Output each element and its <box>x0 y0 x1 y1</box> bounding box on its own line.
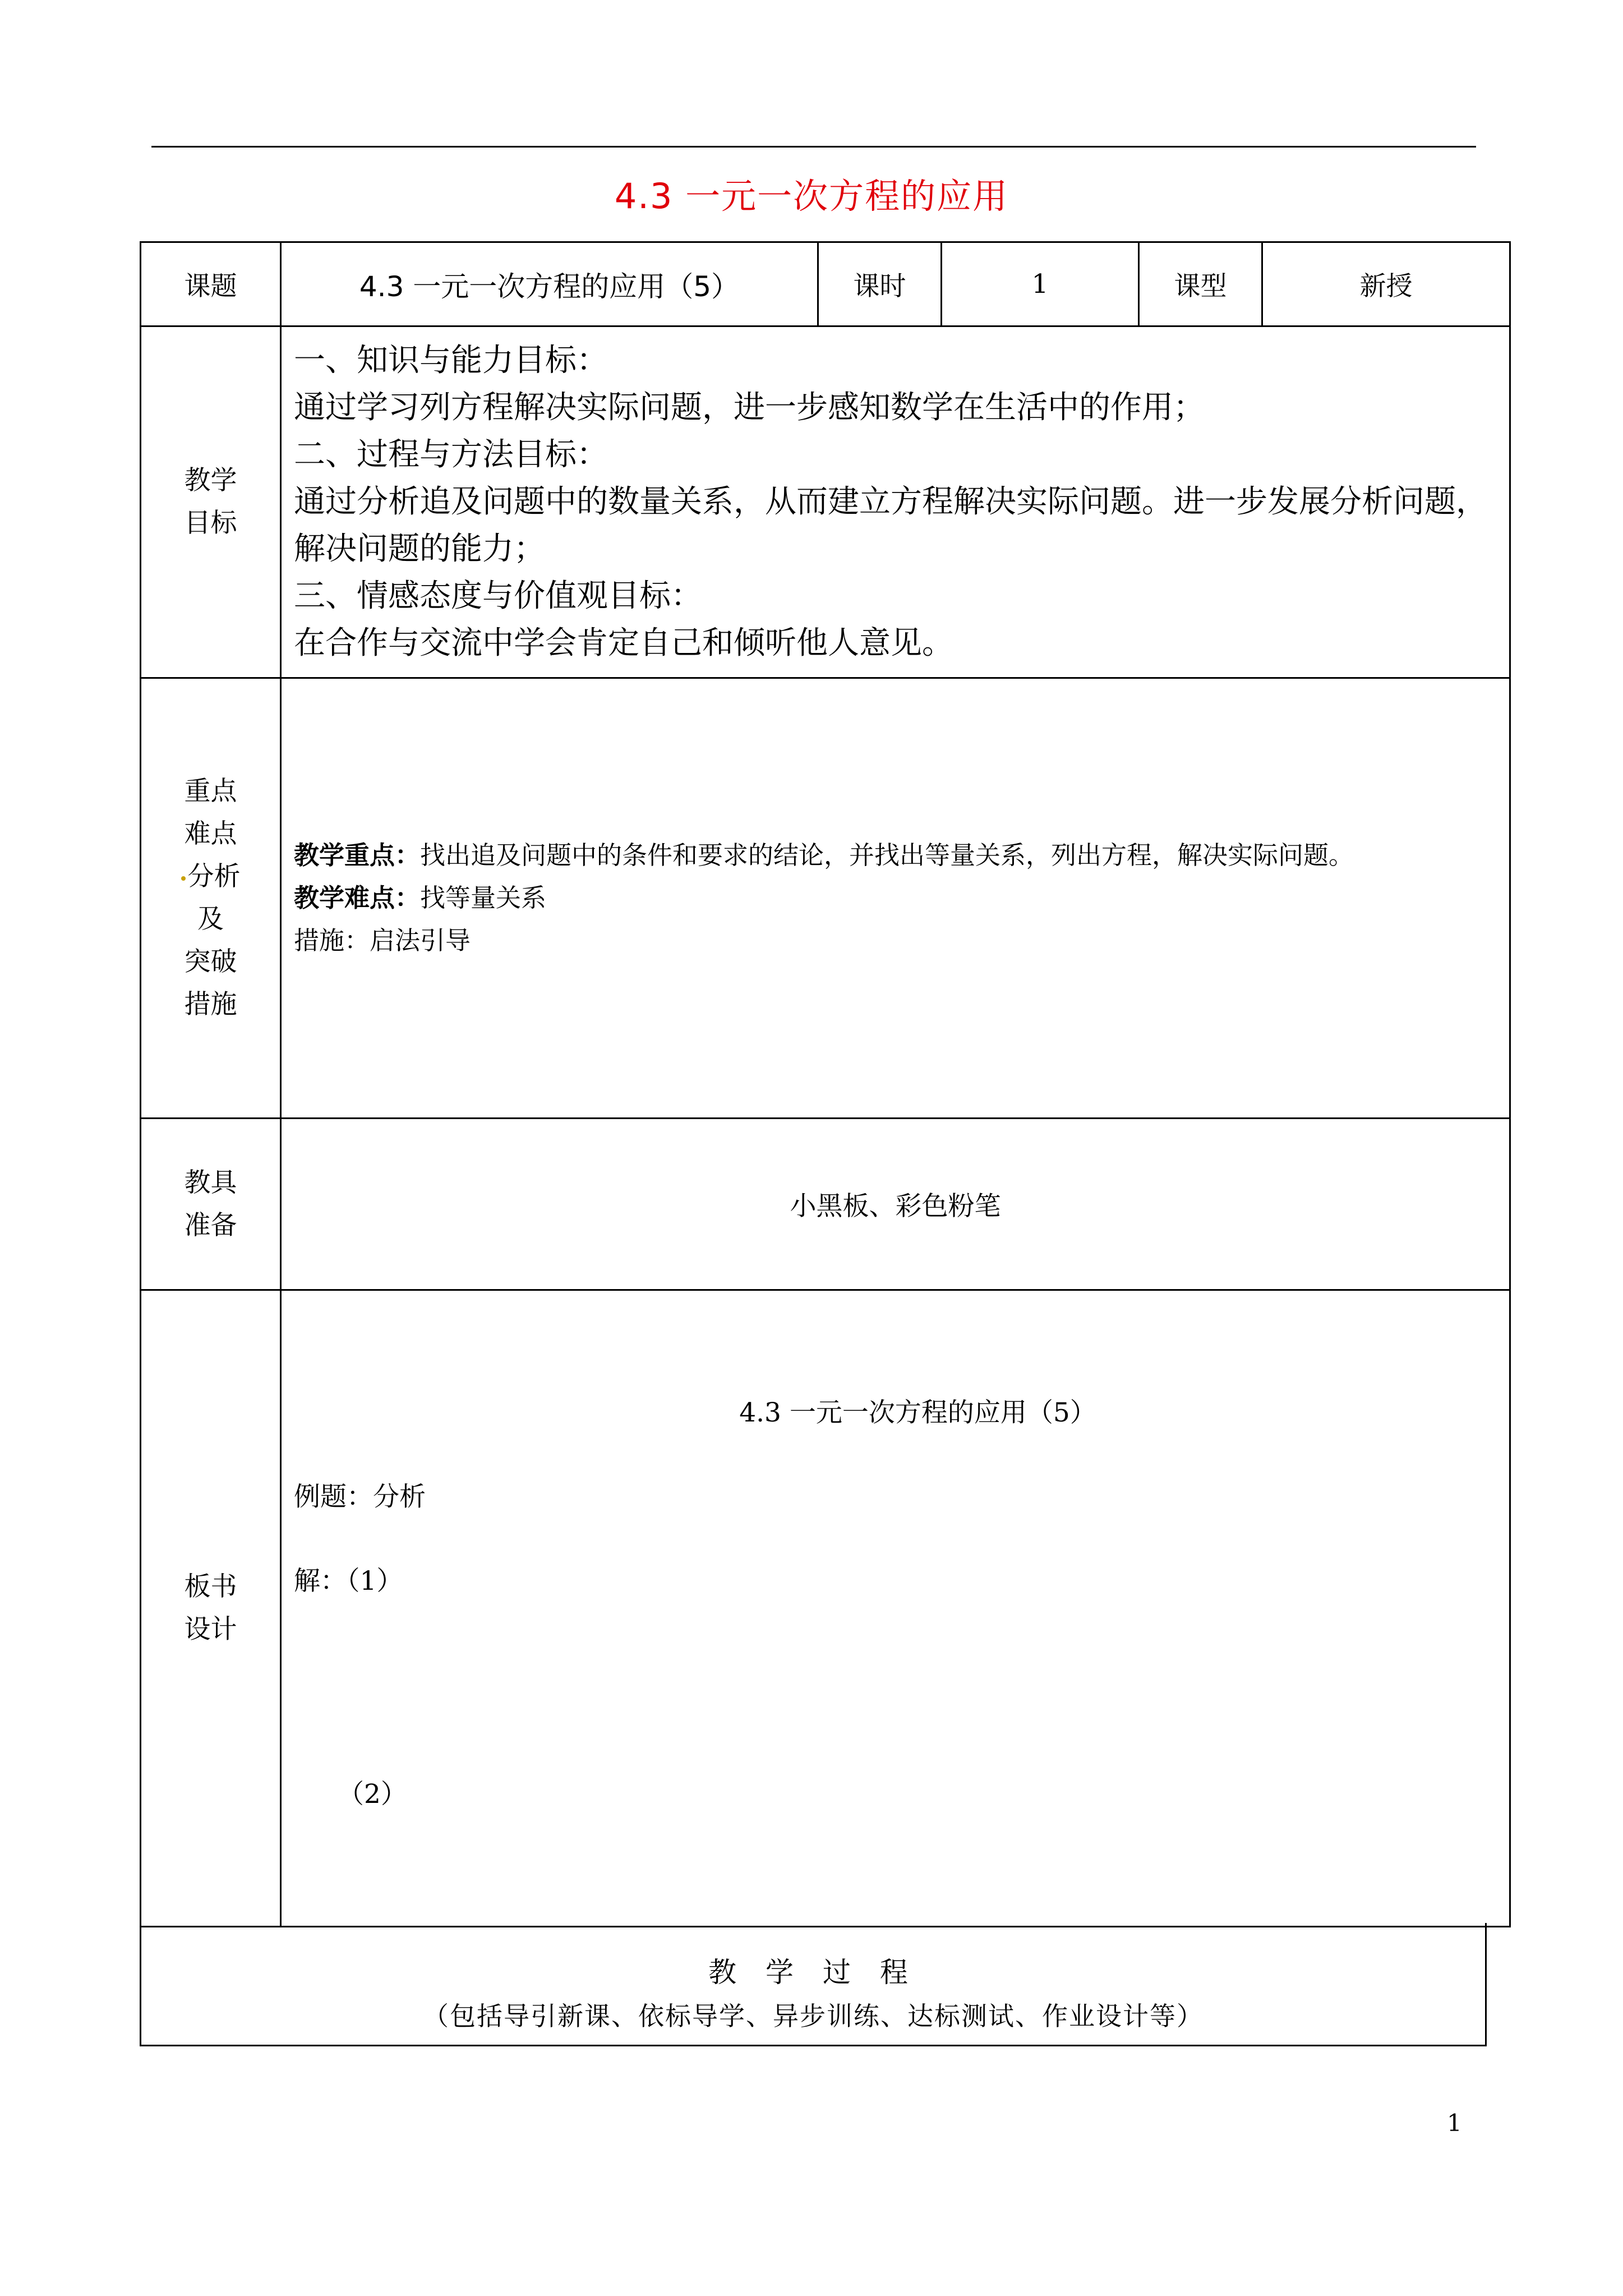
board-title: 4.3 一元一次方程的应用（5） <box>739 1397 1096 1428</box>
goals-label: 教学 目标 <box>141 326 281 678</box>
key-points-content <box>281 678 1510 1119</box>
board-example: 例题：分析 <box>294 1481 426 1512</box>
page-number: 1 <box>1447 2109 1462 2137</box>
goals-line: 解决问题的能力； <box>294 531 545 567</box>
goals-row <box>141 326 1510 678</box>
process-box <box>140 1923 1487 2046</box>
key-points-label: 重点 难点 分析 及 突破 措施 <box>141 678 281 1119</box>
top-rule <box>151 146 1476 148</box>
period-value: 1 <box>942 242 1139 326</box>
type-label: 课型 <box>1139 242 1262 326</box>
tools-value: 小黑板、彩色粉笔 <box>281 1119 1510 1290</box>
tools-row <box>141 1119 1510 1290</box>
key-points-row <box>141 678 1510 1119</box>
measure-line: 措施：启法引导 <box>294 926 471 955</box>
board-label: 板书 设计 <box>141 1290 281 1927</box>
header-row <box>141 242 1510 326</box>
goals-line: 一、知识与能力目标： <box>294 342 608 379</box>
board-content <box>281 1290 1510 1927</box>
type-value: 新授 <box>1262 242 1510 326</box>
subject-label: 课题 <box>141 242 281 326</box>
subject-value: 4.3 一元一次方程的应用（5） <box>281 242 818 326</box>
difficulty-line: 教学难点：找等量关系 <box>294 883 547 913</box>
board-solution-2: （2） <box>338 1779 407 1810</box>
process-title: 教 学 过 程 <box>708 1956 918 1989</box>
goals-line: 在合作与交流中学会肯定自己和倾听他人意见。 <box>294 625 953 661</box>
goals-line: 通过分析追及问题中的数量关系，从而建立方程解决实际问题。进一步发展分析问题， <box>294 484 1487 520</box>
goals-line: 通过学习列方程解决实际问题，进一步感知数学在生活中的作用； <box>294 389 1205 426</box>
goals-content <box>281 326 1510 678</box>
board-row <box>141 1290 1510 1927</box>
focus-line: 教学重点：找出追及问题中的条件和要求的结论，并找出等量关系，列出方程，解决实际问题。 <box>294 840 1354 870</box>
goals-line: 二、过程与方法目标： <box>294 436 608 473</box>
tools-label: 教具 准备 <box>141 1119 281 1290</box>
lesson-plan-table <box>140 241 1511 1927</box>
document-title: 4.3 一元一次方程的应用 <box>614 176 1009 217</box>
period-label: 课时 <box>818 242 942 326</box>
goals-line: 三、情感态度与价值观目标： <box>294 578 702 614</box>
marker-dot <box>181 876 186 881</box>
process-subtitle: （包括导引新课、依标导学、异步训练、达标测试、作业设计等） <box>423 2001 1204 2031</box>
board-solution-1: 解：（1） <box>294 1566 403 1596</box>
